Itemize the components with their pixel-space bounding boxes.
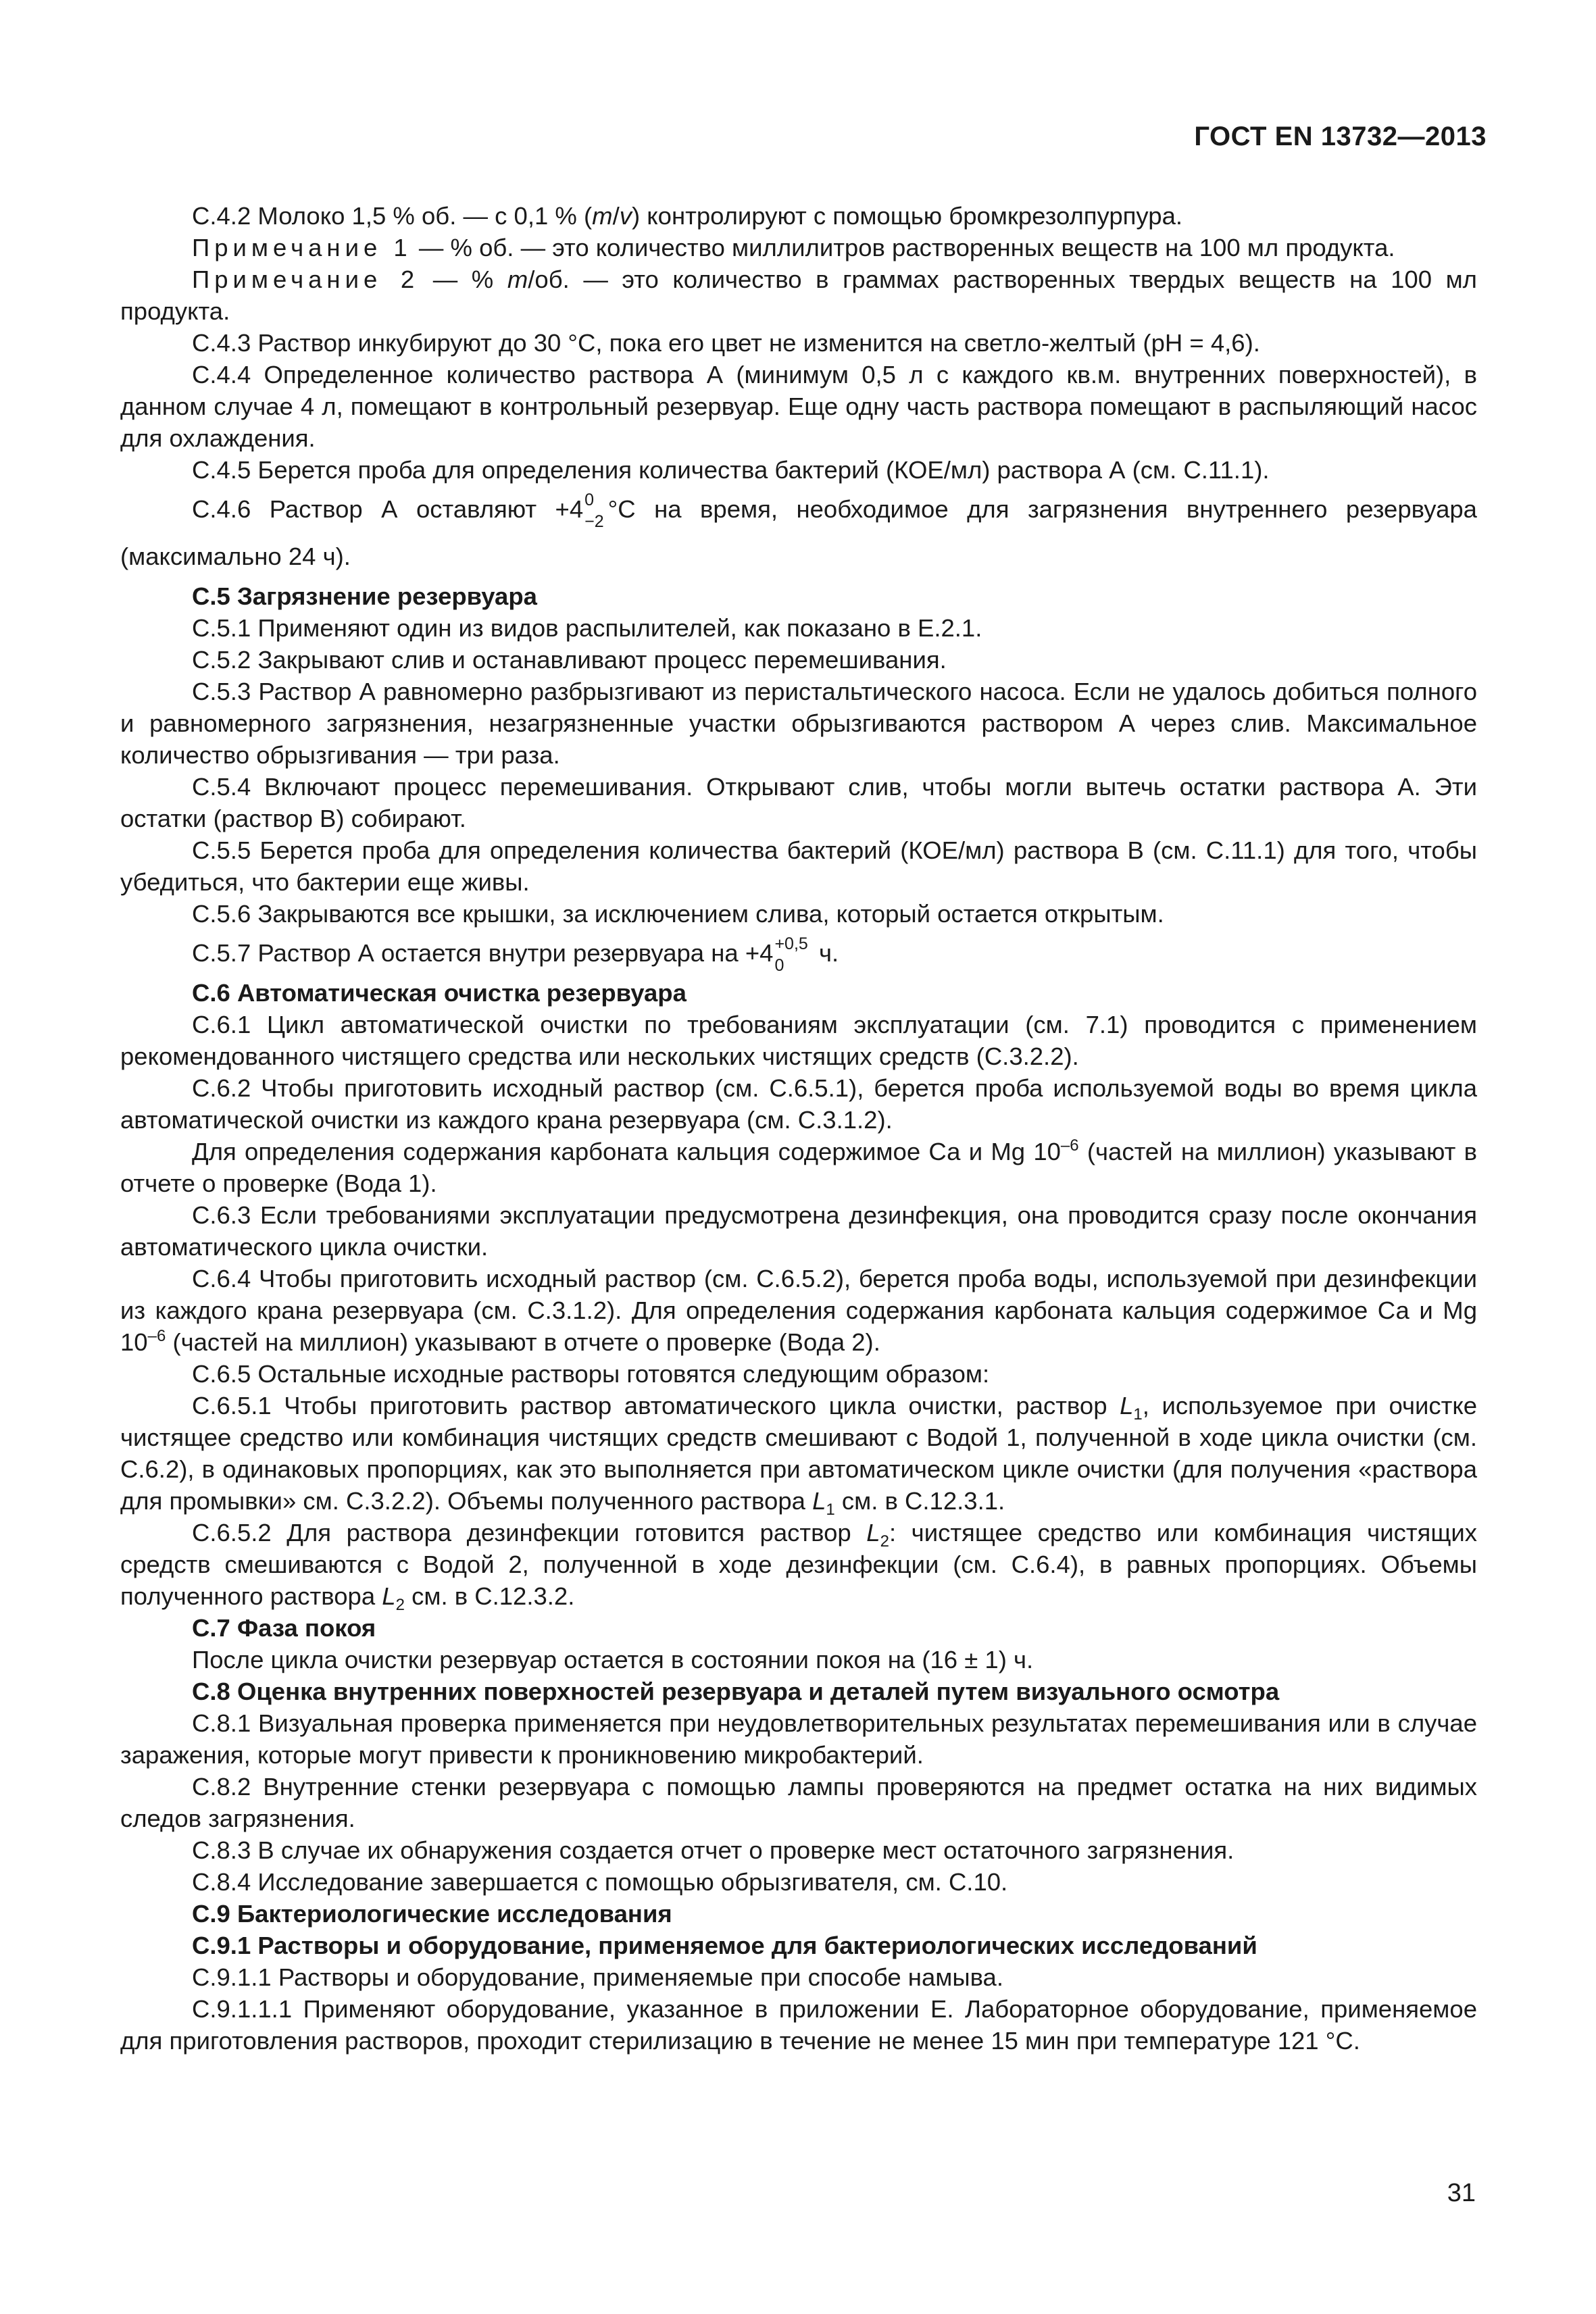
paragraph-c6-2: С.6.2 Чтобы приготовить исходный раствор (см. С.6.5.1), берется проба используемой воды во время цикла автоматической очистки из каждого крана резервуара (см. С.3.1.2). bbox=[120, 1074, 1477, 1134]
paragraph-c9-1-1-1: С.9.1.1.1 Применяют оборудование, указанное в приложении Е. Лабораторное оборудование, применяемое для приготовления растворов, проходит стерилизацию в течение не менее 15 мин при температуре 121 °С. bbox=[120, 1995, 1477, 2055]
paragraph-c4-6: С.4.6 Раствор А оставляют +4 0 −2 °С на время, необходимое для загрязнения внутреннего резервуара (максимально 24 ч). bbox=[120, 490, 1477, 570]
tolerance-stack: +0,5 0 bbox=[774, 934, 808, 975]
note-2: Примечание 2 — % m/об. — это количество в граммах растворенных твердых веществ на 100 мл продукта. bbox=[120, 266, 1477, 325]
section-heading-c8: С.8 Оценка внутренних поверхностей резервуара и деталей путем визуального осмотра bbox=[192, 1678, 1280, 1705]
paragraph-c5-1: С.5.1 Применяют один из видов распылителей, как показано в Е.2.1. bbox=[192, 614, 982, 642]
paragraph-c6-3: С.6.3 Если требованиями эксплуатации предусмотрена дезинфекция, она проводится сразу после окончания автоматического цикла очистки. bbox=[120, 1201, 1477, 1261]
tolerance-stack: 0 −2 bbox=[584, 490, 604, 531]
section-heading-c9-1: С.9.1 Растворы и оборудование, применяемое для бактериологических исследований bbox=[192, 1932, 1257, 1959]
paragraph-c4-3: С.4.3 Раствор инкубируют до 30 °С, пока его цвет не изменится на светло-желтый (рН = 4,6). bbox=[192, 329, 1260, 357]
paragraph-c6-5-2: С.6.5.2 Для раствора дезинфекции готовится раствор $L_2$: чистящее средство или комбинация чистящих средств смешиваются с Водой 2, полученной в ходе дезинфекции (см. С.6.4), в равных пропорциях. Объемы полученного раствора $L_2$ см. в С.12.3.2. bbox=[120, 1519, 1477, 1614]
note-1: Примечание 1 — % об. — это количество миллилитров растворенных веществ на 100 мл продукта. bbox=[192, 234, 1395, 261]
section-heading-c9: С.9 Бактериологические исследования bbox=[192, 1900, 672, 1928]
paragraph-c9-1-1: С.9.1.1 Растворы и оборудование, применяемые при способе намыва. bbox=[192, 1963, 1003, 1991]
paragraph-c5-2: С.5.2 Закрывают слив и останавливают процесс перемешивания. bbox=[192, 646, 947, 674]
section-heading-c6: С.6 Автоматическая очистка резервуара bbox=[192, 979, 687, 1007]
paragraph-c5-4: С.5.4 Включают процесс перемешивания. Открывают слив, чтобы могли вытечь остатки раствора А. Эти остатки (раствор В) собирают. bbox=[120, 773, 1477, 832]
paragraph-c6-1: С.6.1 Цикл автоматической очистки по требованиям эксплуатации (см. 7.1) проводится с применением рекомендованного чистящего средства или нескольких чистящих средств (С.3.2.2). bbox=[120, 1011, 1477, 1070]
document-code: ГОСТ EN 13732—2013 bbox=[1194, 122, 1487, 151]
paragraph-c6-5-1: С.6.5.1 Чтобы приготовить раствор автоматического цикла очистки, раствор $L_1$, используемое при очистке чистящее средство или комбинация чистящих средств смешивают с Водой 1, полученной в ходе цикла очистки (см. С.6.2), в одинаковых пропорциях, как это выполняется при автоматическом цикле очистки (для получения «раствора для промывки» см. С.3.2.2). Объемы полученного раствора $L_1$ см. в С.12.3.1. bbox=[120, 1392, 1477, 1519]
document-body bbox=[120, 200, 1477, 2057]
paragraph-c8-1: С.8.1 Визуальная проверка применяется при неудовлетворительных результатах перемешивания или в случае заражения, которые могут привести к проникновению микробактерий. bbox=[120, 1709, 1477, 1769]
paragraph-c8-2: С.8.2 Внутренние стенки резервуара с помощью лампы проверяются на предмет остатка на них видимых следов загрязнения. bbox=[120, 1773, 1477, 1832]
paragraph-c7: После цикла очистки резервуар остается в состоянии покоя на (16 ± 1) ч. bbox=[192, 1646, 1034, 1674]
paragraph-c5-3: С.5.3 Раствор А равномерно разбрызгивают из перистальтического насоса. Если не удалось добиться полного и равномерного загрязнения, незагрязненные участки обрызгиваются раствором А через слив. Максимальное количество обрызгивания — три раза. bbox=[120, 678, 1477, 769]
section-heading-c7: С.7 Фаза покоя bbox=[192, 1614, 376, 1642]
paragraph-c8-4: С.8.4 Исследование завершается с помощью обрызгивателя, см. С.10. bbox=[192, 1868, 1008, 1896]
section-heading-c5: С.5 Загрязнение резервуара bbox=[192, 582, 537, 610]
paragraph-c5-6: С.5.6 Закрываются все крышки, за исключением слива, который остается открытым. bbox=[192, 900, 1164, 928]
paragraph-c4-5: С.4.5 Берется проба для определения количества бактерий (КОЕ/мл) раствора А (см. С.11.1). bbox=[192, 456, 1270, 484]
paragraph-c8-3: С.8.3 В случае их обнаружения создается отчет о проверке мест остаточного загрязнения. bbox=[192, 1836, 1235, 1864]
paragraph-c4-2: С.4.2 Молоко 1,5 % об. — с 0,1 % (m/v) контролируют с помощью бромкрезолпурпура. bbox=[192, 202, 1183, 230]
note-label: Примечание 2 bbox=[192, 266, 420, 293]
paragraph-c5-5: С.5.5 Берется проба для определения количества бактерий (КОЕ/мл) раствора В (см. С.11.1) для того, чтобы убедиться, что бактерии еще живы. bbox=[120, 836, 1477, 896]
page-number: 31 bbox=[1447, 2179, 1476, 2207]
paragraph-c4-4: С.4.4 Определенное количество раствора А (минимум 0,5 л с каждого кв.м. внутренних поверхностей), в данном случае 4 л, помещают в контрольный резервуар. Еще одну часть раствора помещают в распыляющий насос для охлаждения. bbox=[120, 361, 1477, 452]
paragraph-c5-7: С.5.7 Раствор А остается внутри резервуара на +4 +0,5 0 ч. bbox=[192, 934, 839, 975]
paragraph-c6-4: С.6.4 Чтобы приготовить исходный раствор (см. С.6.5.2), берется проба воды, используемой при дезинфекции из каждого крана резервуара (см. С.3.1.2). Для определения содержания карбоната кальция содержимое Са и Mg $10^{-6}$ (частей на миллион) указывают в отчете о проверке (Вода 2). bbox=[120, 1265, 1477, 1356]
paragraph-c6-5: С.6.5 Остальные исходные растворы готовятся следующим образом: bbox=[192, 1360, 990, 1388]
note-label: Примечание 1 bbox=[192, 234, 412, 261]
paragraph-c6-2-cont: Для определения содержания карбоната кальция содержимое Са и Mg $10^{-6}$ (частей на миллион) указывают в отчете о проверке (Вода 1). bbox=[120, 1136, 1477, 1197]
